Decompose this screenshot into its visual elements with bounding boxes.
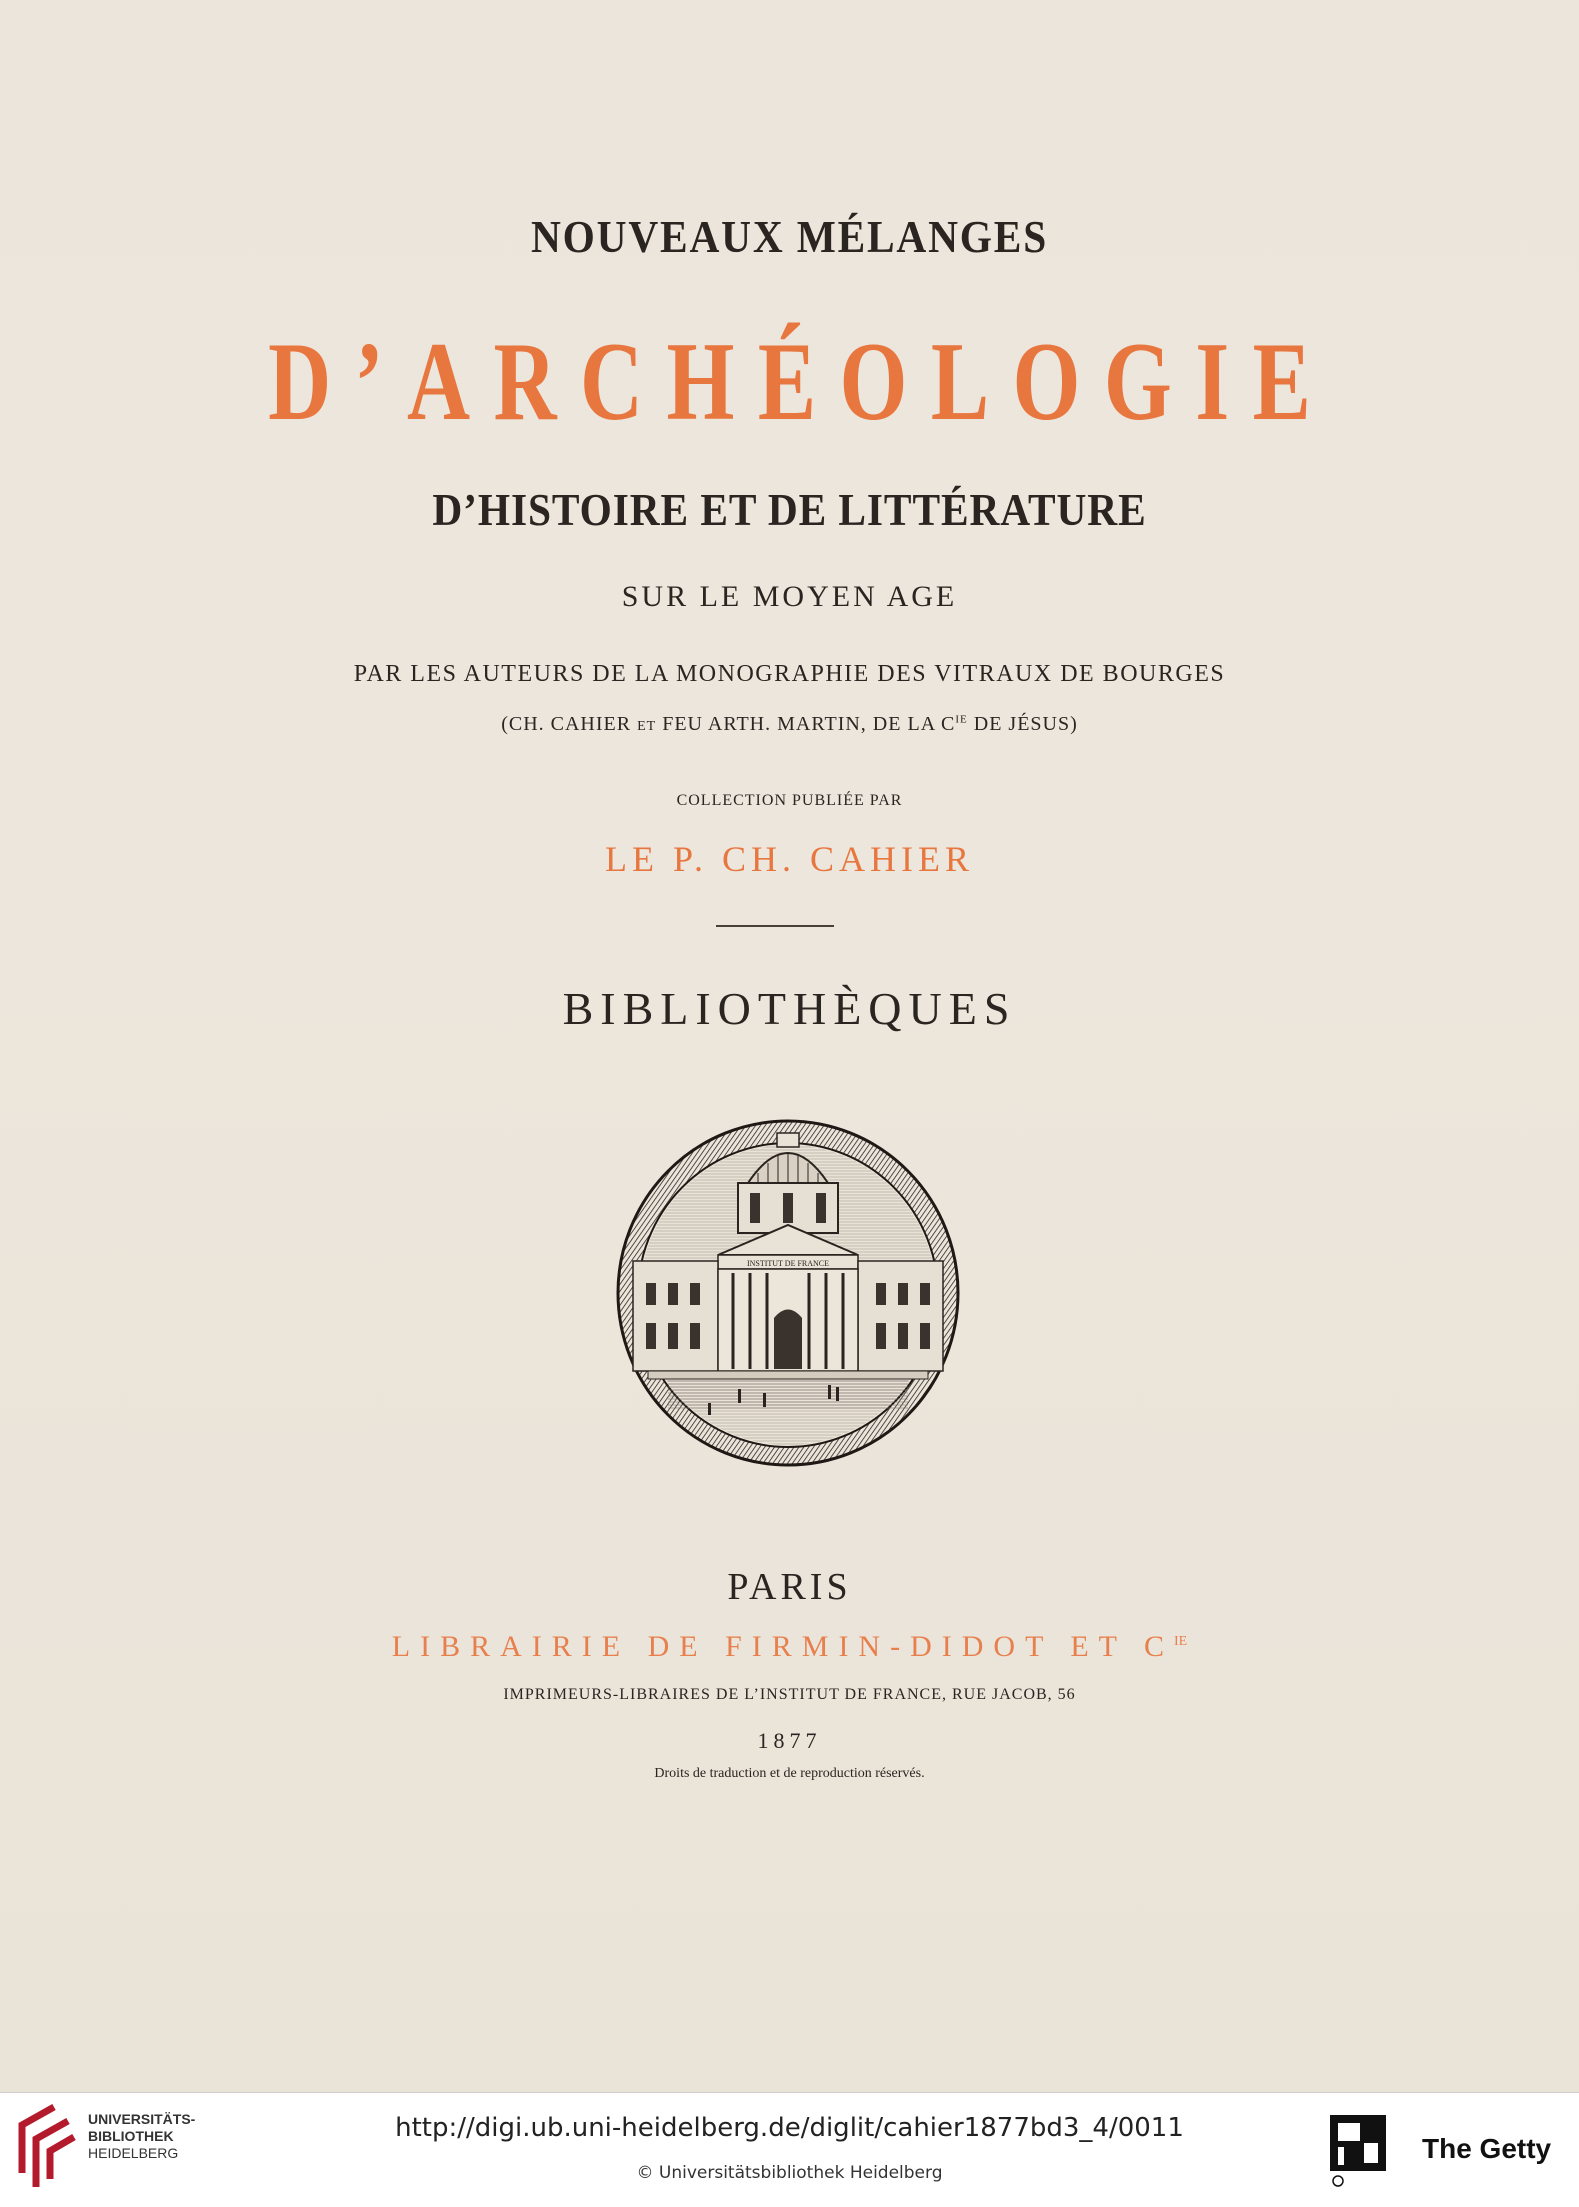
imprint-publisher-sup: IE — [1173, 1634, 1188, 1649]
collection-line: COLLECTION PUBLIÉE PAR — [676, 792, 903, 809]
viewer-footer — [0, 2092, 1579, 2207]
title-line-histoire: D’HISTOIRE ET DE LITTÉRATURE — [432, 484, 1147, 535]
authors-names-line — [0, 713, 1579, 736]
institut-de-france-medallion — [588, 1113, 988, 1473]
section-title: BIBLIOTHÈQUES — [562, 983, 1017, 1034]
authors-names-part2: FEU ARTH. MARTIN, DE LA C — [662, 713, 956, 735]
permalink-url[interactable]: http://digi.ub.uni-heidelberg.de/diglit/cahier1877bd3_4/0011 — [395, 2113, 1184, 2143]
divider-rule — [716, 925, 834, 927]
getty-wordmark: The Getty — [1422, 2133, 1552, 2164]
imprint-publisher-name: LIBRAIRIE DE FIRMIN-DIDOT ET C — [391, 1630, 1174, 1663]
rights-notice: Droits de traduction et de reproduction réservés. — [654, 1766, 925, 1781]
authors-line: PAR LES AUTEURS DE LA MONOGRAPHIE DES VITRAUX DE BOURGES — [353, 661, 1226, 687]
title-line-nouveaux-melanges: NOUVEAUX MÉLANGES — [530, 211, 1049, 262]
imprint-year: 1877 — [757, 1728, 822, 1753]
editor-line: LE P. CH. CAHIER — [604, 839, 975, 879]
authors-names-part1: (CH. CAHIER — [501, 713, 632, 735]
getty-logo-icon[interactable] — [1328, 2113, 1388, 2189]
ub-line1: UNIVERSITÄTS- — [88, 2111, 196, 2127]
ub-line2: BIBLIOTHEK — [88, 2128, 174, 2144]
title-line-moyen-age: SUR LE MOYEN AGE — [621, 580, 958, 613]
imprint-publisher — [0, 1630, 1579, 1664]
title-line-archeologie: D’ARCHÉOLOGIE — [268, 320, 1335, 444]
imprint-printers: IMPRIMEURS-LIBRAIRES DE L’INSTITUT DE FRANCE, RUE JACOB, 56 — [503, 1686, 1076, 1703]
medallion-inscription: INSTITUT DE FRANCE — [746, 1259, 830, 1268]
copyright-notice: © Universitätsbibliothek Heidelberg — [636, 2163, 943, 2183]
ub-line3: HEIDELBERG — [88, 2145, 179, 2161]
authors-names-part3: DE JÉSUS) — [973, 713, 1078, 735]
authors-names-et: ET — [637, 719, 657, 734]
imprint-city: PARIS — [727, 1566, 852, 1608]
authors-names-sup: IE — [955, 713, 968, 726]
